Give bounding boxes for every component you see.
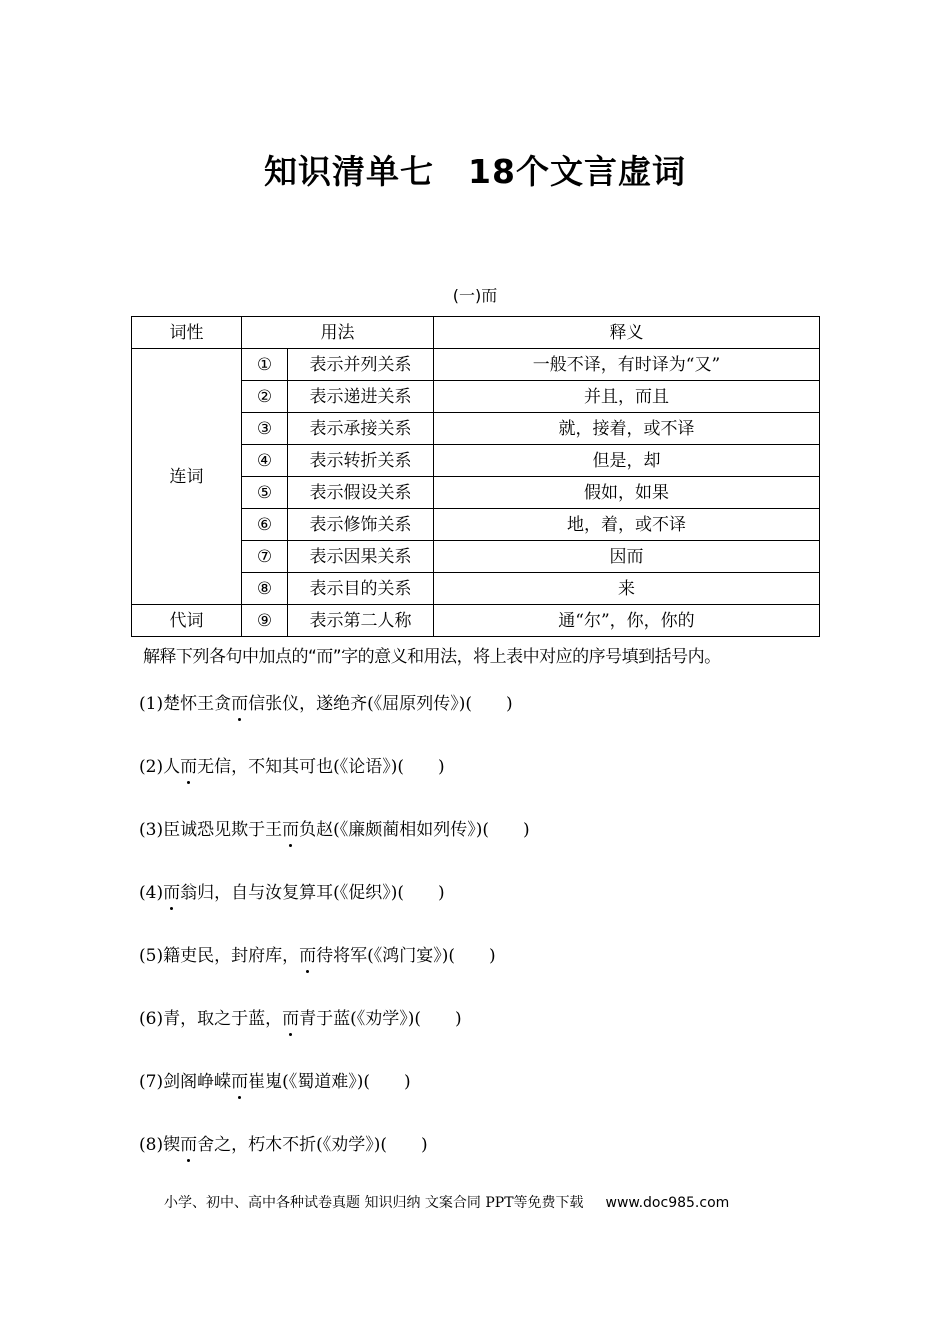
answer-blank: )( ) — [356, 1072, 411, 1092]
question-item — [139, 941, 496, 966]
table-header-row — [132, 317, 820, 349]
question-text: (4) — [139, 883, 164, 903]
answer-blank: )( ) — [373, 1135, 428, 1155]
answer-blank: )( ) — [407, 1009, 462, 1029]
emphasis-dot-char: 而 — [180, 752, 197, 777]
num-cell: ③ — [242, 413, 288, 445]
question-source: 《劝学》 — [356, 1009, 408, 1029]
question-text: (6)青，取之于蓝， — [139, 1009, 283, 1029]
question-item — [139, 1067, 411, 1092]
emphasis-dot-char: 而 — [231, 689, 248, 714]
meaning-cell: 来 — [434, 573, 820, 605]
answer-blank: )( ) — [441, 946, 496, 966]
header-meaning: 释义 — [434, 317, 820, 349]
emphasis-dot-char: 而 — [180, 1130, 197, 1155]
num-cell: ⑨ — [242, 605, 288, 637]
footer-text: 小学、初中、高中各种试卷真题 知识归纳 文案合同 PPT等免费下载 — [164, 1195, 584, 1211]
question-source: 《廉颇蔺相如列传》 — [339, 820, 476, 840]
footer — [164, 1192, 729, 1212]
footer-link[interactable]: www.doc985.com — [605, 1195, 730, 1211]
num-cell: ② — [242, 381, 288, 413]
meaning-cell: 因而 — [434, 541, 820, 573]
usage-cell: 表示修饰关系 — [288, 509, 434, 541]
emphasis-dot-char: 而 — [231, 1067, 248, 1092]
table-row — [132, 605, 820, 637]
answer-blank: )( ) — [390, 883, 445, 903]
answer-blank: )( ) — [390, 757, 445, 777]
question-text: 信张仪，遂绝齐( — [248, 694, 374, 714]
answer-blank: )( ) — [458, 694, 513, 714]
usage-cell: 表示承接关系 — [288, 413, 434, 445]
pos-cell: 连词 — [132, 349, 242, 605]
question-text: (7)剑阁峥嵘 — [139, 1072, 232, 1092]
usage-cell: 表示第二人称 — [288, 605, 434, 637]
num-cell: ⑥ — [242, 509, 288, 541]
meaning-cell: 通“尔”，你，你的 — [434, 605, 820, 637]
question-text: 青于蓝( — [299, 1009, 357, 1029]
question-item — [139, 1130, 428, 1155]
meaning-cell: 就，接着，或不译 — [434, 413, 820, 445]
usage-cell: 表示转折关系 — [288, 445, 434, 477]
section-heading: (一)而 — [452, 286, 498, 305]
question-text: 崔嵬( — [248, 1072, 289, 1092]
usage-cell: 表示因果关系 — [288, 541, 434, 573]
question-source: 《屈原列传》 — [373, 694, 459, 714]
usage-cell: 表示递进关系 — [288, 381, 434, 413]
question-text: (5)籍吏民，封府库， — [139, 946, 300, 966]
question-text: (8)锲 — [139, 1135, 181, 1155]
instruction-text: 解释下列各句中加点的“而”字的意义和用法，将上表中对应的序号填到括号内。 — [143, 647, 721, 667]
usage-cell: 表示目的关系 — [288, 573, 434, 605]
num-cell: ⑧ — [242, 573, 288, 605]
question-text: 待将军( — [316, 946, 374, 966]
function-word-table — [131, 316, 820, 637]
emphasis-dot-char: 而 — [299, 941, 316, 966]
question-source: 《鸿门宴》 — [373, 946, 442, 966]
num-cell: ⑦ — [242, 541, 288, 573]
meaning-cell: 地，着，或不译 — [434, 509, 820, 541]
question-text: 翁归，自与汝复算耳( — [180, 883, 340, 903]
usage-cell: 表示假设关系 — [288, 477, 434, 509]
emphasis-dot-char: 而 — [163, 878, 180, 903]
emphasis-dot-char: 而 — [282, 1004, 299, 1029]
table-row — [132, 349, 820, 381]
question-item — [139, 878, 445, 903]
question-text: 舍之，朽木不折( — [197, 1135, 323, 1155]
num-cell: ④ — [242, 445, 288, 477]
question-item — [139, 689, 513, 714]
emphasis-dot-char: 而 — [282, 815, 299, 840]
question-text: (3)臣诚恐见欺于王 — [139, 820, 283, 840]
meaning-cell: 一般不译，有时译为“又” — [434, 349, 820, 381]
header-usage: 用法 — [242, 317, 434, 349]
question-text: 负赵( — [299, 820, 340, 840]
question-item — [139, 752, 445, 777]
question-text: (1)楚怀王贪 — [139, 694, 232, 714]
question-source: 《论语》 — [339, 757, 391, 777]
meaning-cell: 假如，如果 — [434, 477, 820, 509]
question-source: 《促织》 — [339, 883, 391, 903]
num-cell: ① — [242, 349, 288, 381]
meaning-cell: 并且，而且 — [434, 381, 820, 413]
meaning-cell: 但是，却 — [434, 445, 820, 477]
usage-cell: 表示并列关系 — [288, 349, 434, 381]
question-source: 《劝学》 — [322, 1135, 374, 1155]
question-item — [139, 1004, 462, 1029]
question-source: 《蜀道难》 — [288, 1072, 357, 1092]
question-text: 无信，不知其可也( — [197, 757, 340, 777]
num-cell: ⑤ — [242, 477, 288, 509]
question-text: (2)人 — [139, 757, 181, 777]
pos-cell: 代词 — [132, 605, 242, 637]
answer-blank: )( ) — [475, 820, 530, 840]
header-pos: 词性 — [132, 317, 242, 349]
page-title: 知识清单七 18个文言虚词 — [264, 152, 686, 191]
question-item — [139, 815, 530, 840]
